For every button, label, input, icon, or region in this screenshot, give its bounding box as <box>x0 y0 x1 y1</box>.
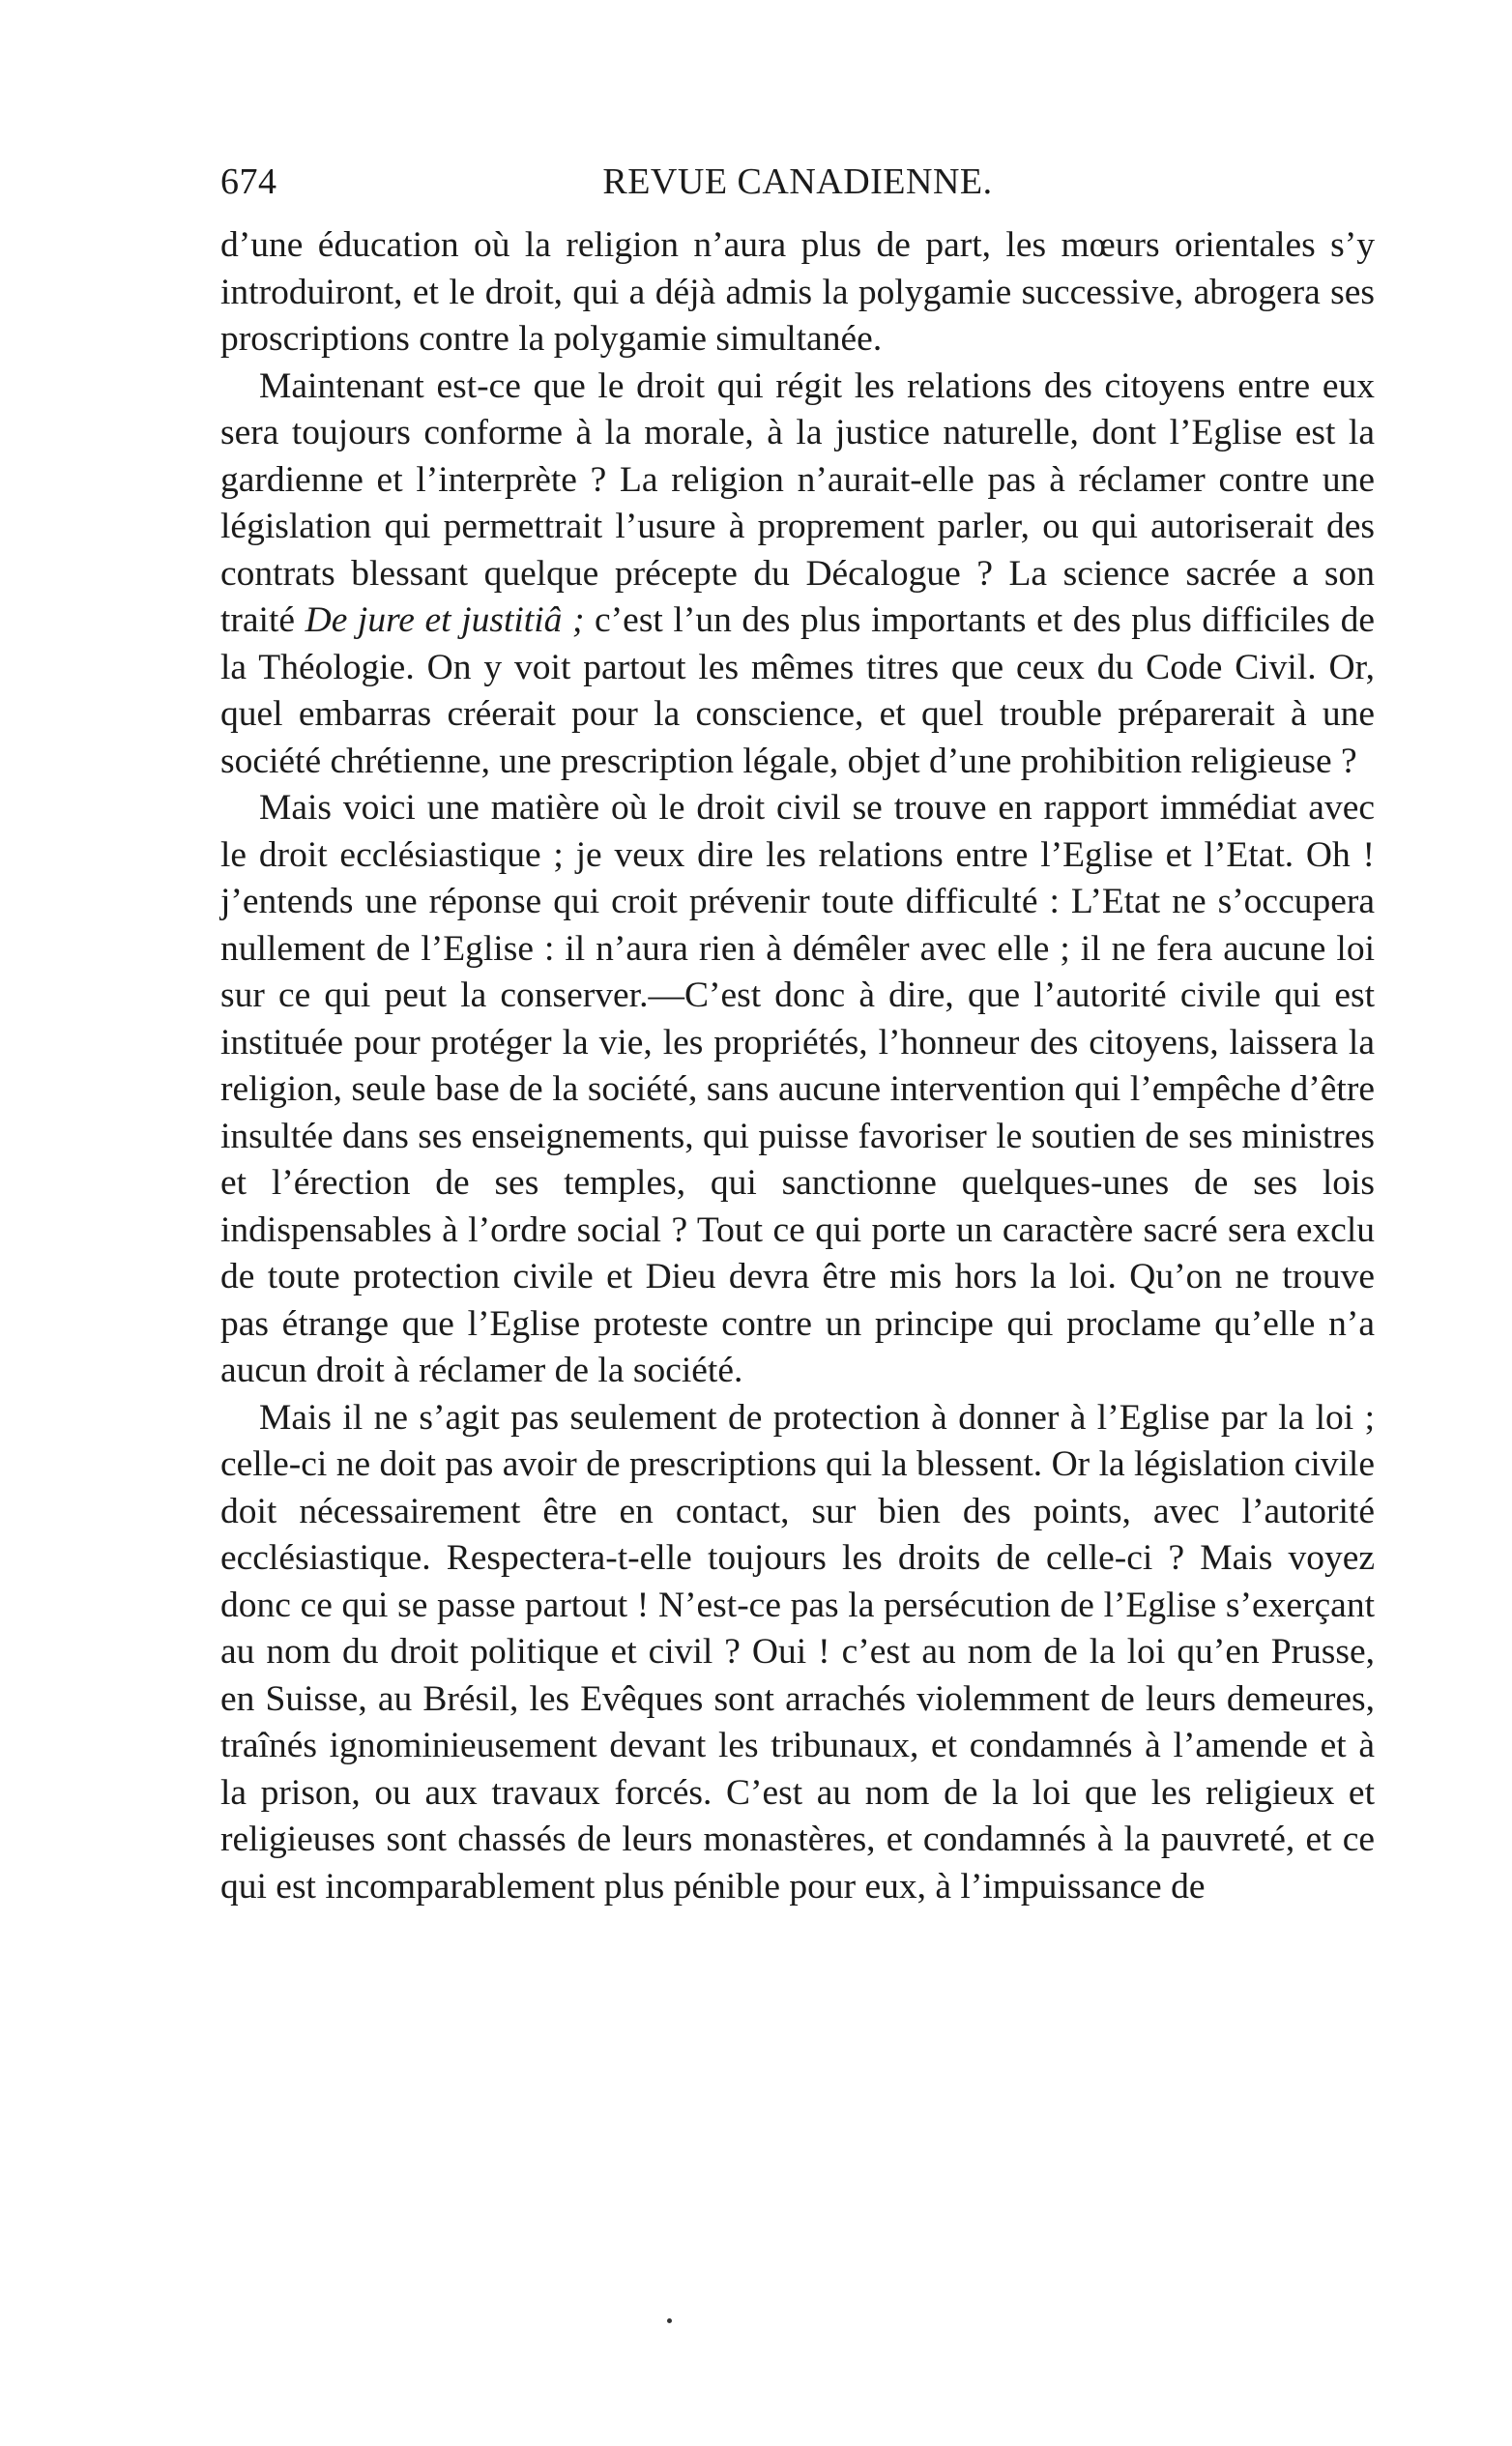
latin-treatise-title: De jure et justitiâ ; <box>305 600 585 640</box>
paragraph-2 <box>220 364 1375 786</box>
paragraph-1: d’une éducation où la religion n’aura plus de part, les mœurs orientales s’y introduiront, et le droit, qui a déjà admis la polygamie successive, abrogera ses proscriptions contre la polygamie simultanée. <box>220 225 1375 359</box>
book-page <box>220 155 1375 1910</box>
paragraph-2-part-1: Maintenant est-ce que le droit qui régit les relations des citoyens entre eux sera toujours conforme à la morale, à la justice naturelle, dont l’Eglise est la gardienne et l’interprète ? La religion n’aurait-elle pas à réclamer contre une législation qui permettrait l’usure à proprement parler, ou qui autoriserait des contrats blessant quelque précepte du Décalogue ? La science sacrée a son traité <box>220 365 1375 640</box>
ink-speck <box>667 2318 672 2323</box>
page-number: 674 <box>220 161 277 202</box>
paragraph-4: Mais il ne s’agit pas seulement de protection à donner à l’Eglise par la loi ; celle-ci ne doit pas avoir de prescriptions qui la blessent. Or la législation civile doit nécessairement être en contact, sur bien des points, avec l’autorité ecclésiastique. Respectera-t-elle toujours les droits de celle-ci ? Mais voyez donc ce qui se passe partout ! N’est-ce pas la persécution de l’Eglise s’exerçant au nom du droit politique et civil ? Oui ! c’est au nom de la loi qu’en Prusse, en Suisse, au Brésil, les Evêques sont arrachés violemment de leurs demeures, traînés ignominieusement devant les tribunaux, et condamnés à l’amende et à la prison, ou aux travaux forcés. C’est au nom de la loi que les religieux et religieuses sont chassés de leurs monastères, et condamnés à la pauvreté, et ce qui est incomparablement plus pénible pour eux, à l’impuissance de <box>220 1397 1375 1907</box>
paragraph-3: Mais voici une matière où le droit civil se trouve en rapport immédiat avec le droit ecclésiastique ; je veux dire les relations entre l’Eglise et l’Etat. Oh ! j’entends une réponse qui croit prévenir toute difficulté : L’Etat ne s’occupera nullement de l’Eglise : il n’aura rien à démêler avec elle ; il ne fera aucune loi sur ce qui peut la conserver.—C’est donc à dire, que l’autorité civile qui est instituée pour protéger la vie, les propriétés, l’honneur des citoyens, laissera la religion, seule base de la société, sans aucune intervention qui l’empêche d’être insultée dans ses enseignements, qui puisse favoriser le soutien de ses ministres et l’érection de ses temples, qui sanctionne quelques-unes de ses lois indispensables à l’ordre social ? Tout ce qui porte un caractère sacré sera exclu de toute protection civile et Dieu devra être mis hors la loi. Qu’on ne trouve pas étrange que l’Eglise proteste contre un principe qui proclame qu’elle n’a aucun droit à réclamer de la société. <box>220 788 1375 1390</box>
journal-title: REVUE CANADIENNE. <box>602 161 993 202</box>
running-head <box>220 155 1375 209</box>
paragraph-2-part-2: c’est l’un des plus importants et des plus difficiles de la Théologie. On y voit partout les mêmes titres que ceux du Code Civil. Or, quel embarras créerait pour la conscience, et quel trouble préparerait à une société chrétienne, une prescription légale, objet d’une prohibition religieuse ? <box>220 600 1375 781</box>
body-text <box>220 222 1375 1910</box>
